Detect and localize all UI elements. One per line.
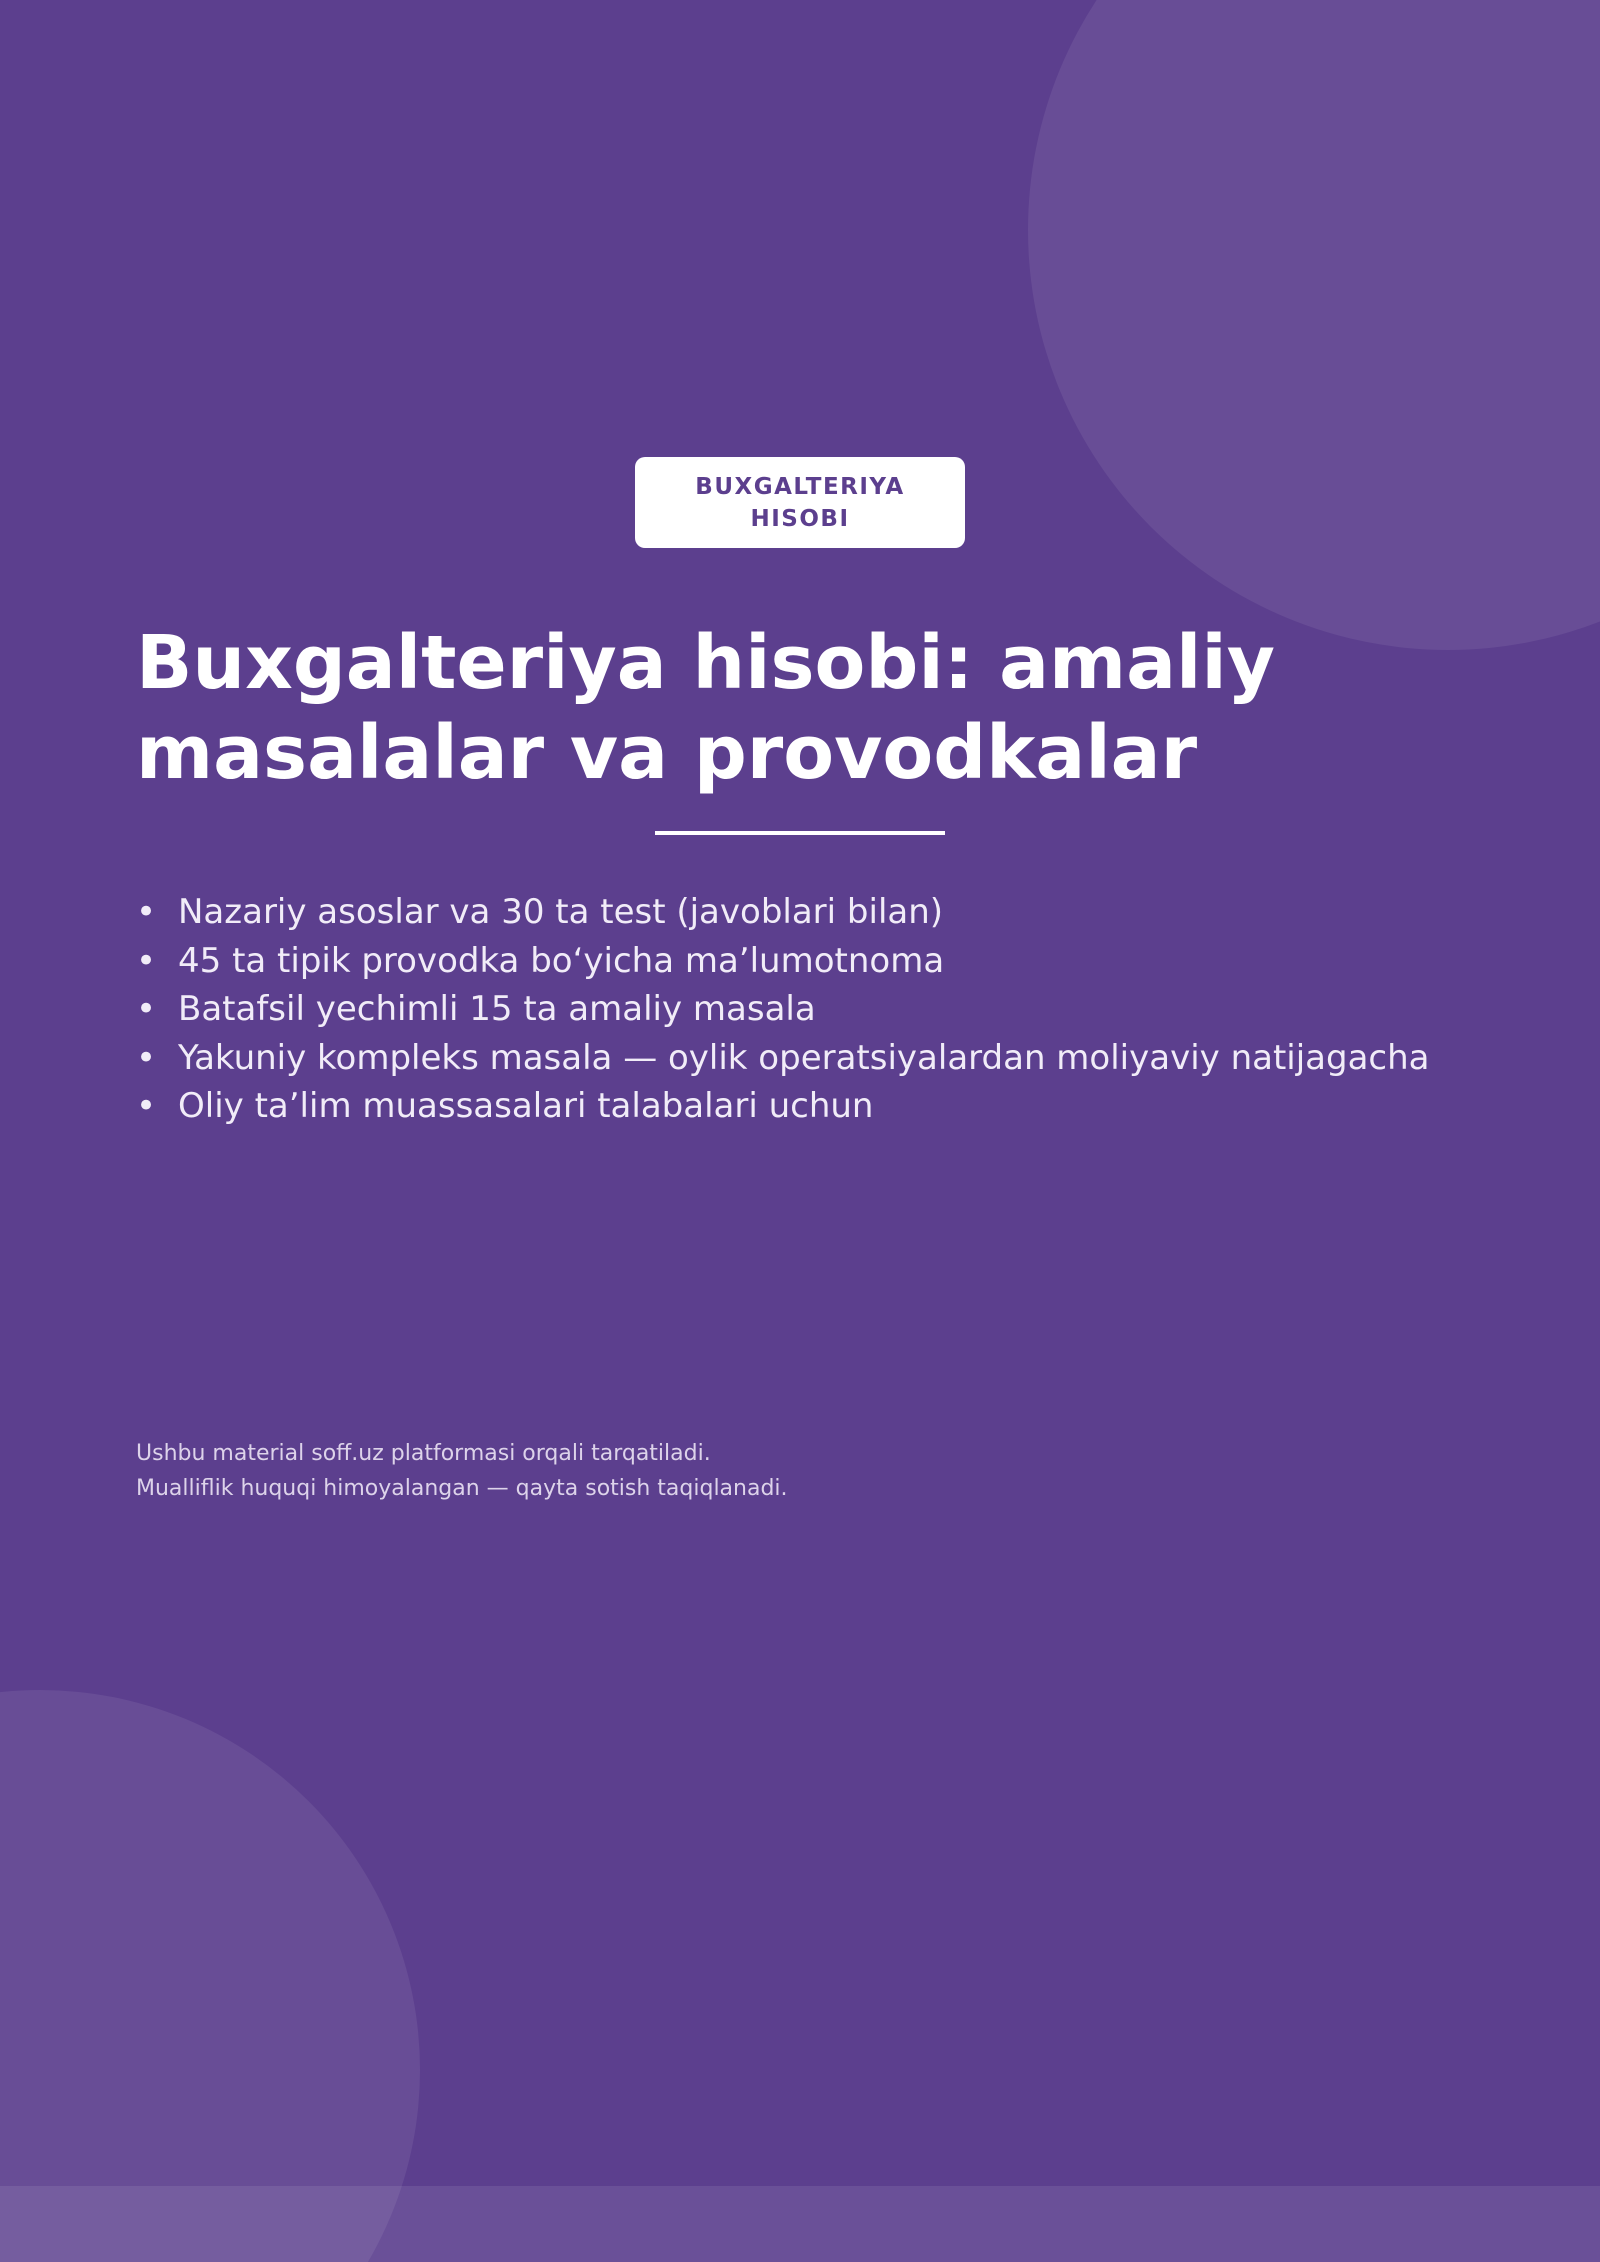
bullet-icon: • [136, 1037, 157, 1078]
bullet-icon: • [136, 940, 157, 981]
footer-line-distribution: Ushbu material soff.uz platformasi orqali tarqatiladi. [136, 1441, 711, 1466]
decorative-circle-bottom-left [0, 1690, 420, 2262]
bullet-icon: • [136, 989, 157, 1029]
bullet-icon: • [136, 892, 157, 932]
list-item [136, 1034, 1430, 1083]
list-item-text: Oliy ta’lim muassasalari talabalari uchun [178, 1086, 874, 1126]
footer-line-copyright: Mualliflik huquqi himoyalangan — qayta sotish taqiqlanadi. [136, 1476, 788, 1501]
footer-notice [136, 1436, 788, 1506]
list-item [136, 888, 1430, 937]
category-badge-label: BUXGALTERIYA HISOBI [695, 473, 905, 532]
bottom-band [0, 2186, 1600, 2262]
category-badge [635, 457, 965, 548]
list-item-text: Batafsil yechimli 15 ta amaliy masala [178, 989, 816, 1029]
list-item-text: Yakuniy kompleks masala — oylik operatsiyalardan moliyaviy natijagacha [178, 1037, 1430, 1078]
decorative-circle-top-right [1028, 0, 1600, 650]
list-item-text: Nazariy asoslar va 30 ta test (javoblari bilan) [178, 892, 944, 932]
feature-list [136, 888, 1430, 1131]
list-item [136, 985, 1430, 1034]
title-divider [655, 831, 945, 835]
bullet-icon: • [136, 1086, 157, 1126]
list-item [136, 937, 1430, 986]
list-item-text: 45 ta tipik provodka bo‘yicha ma’lumotnoma [178, 940, 945, 981]
list-item [136, 1082, 1430, 1131]
document-title: Buxgalteriya hisobi: amaliy masalalar va provodkalar [136, 620, 1276, 796]
